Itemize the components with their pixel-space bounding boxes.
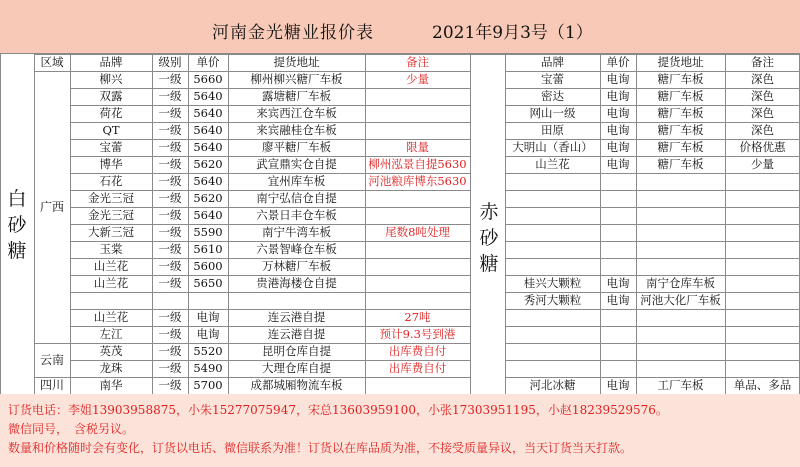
- white-brand: 金光三冠: [88, 191, 134, 205]
- white-address: 来宾融桂仓车板: [256, 123, 337, 137]
- white-level: 一级: [158, 259, 182, 273]
- white-level: 一级: [158, 89, 182, 103]
- red-address-header: 提货地址: [657, 55, 704, 69]
- brown-price: [600, 309, 636, 326]
- red-note-header: 备注: [751, 55, 774, 69]
- white-note: [365, 122, 470, 139]
- white-brand: 左江: [99, 327, 123, 341]
- brown-address: 工厂车板: [657, 378, 704, 392]
- white-level: [152, 292, 188, 309]
- brown-address: 糖厂车板: [657, 106, 704, 120]
- brown-price: 电询: [606, 106, 630, 120]
- red-brand-header: 品牌: [541, 55, 564, 69]
- brown-price: [600, 343, 636, 360]
- white-address: [228, 292, 365, 309]
- white-level: 一级: [158, 191, 182, 205]
- white-brand: 宝蕾: [99, 140, 123, 154]
- brown-address: 糖厂车板: [657, 72, 704, 86]
- brown-address: 糖厂车板: [657, 140, 704, 154]
- wechat-note: 微信同号， 含税另议。: [8, 422, 135, 436]
- white-level: 一级: [158, 72, 182, 86]
- white-sugar-char: 糖: [7, 240, 27, 262]
- white-address: 成都城厢物流车板: [250, 378, 343, 392]
- white-note: 预计9.3号到港: [379, 327, 456, 341]
- white-sugar-char: 白: [7, 188, 27, 210]
- brown-brand: 河北冰糖: [529, 378, 576, 392]
- white-note: [365, 190, 470, 207]
- brown-brand: 桂兴大颗粒: [523, 276, 582, 290]
- white-level: 一级: [158, 106, 182, 120]
- brown-note: 深色: [751, 123, 774, 137]
- white-price: 5620: [193, 191, 223, 205]
- white-brand: 石花: [99, 174, 123, 188]
- brown-address: [636, 360, 725, 377]
- brown-price: [600, 173, 636, 190]
- level-header: 级别: [158, 55, 182, 69]
- white-note: [365, 207, 470, 224]
- brown-address: [636, 258, 725, 275]
- brown-price: [600, 190, 636, 207]
- brown-address: [636, 343, 725, 360]
- white-price: 5610: [193, 242, 223, 256]
- brown-brand: 秀河大颗粒: [523, 293, 582, 307]
- white-brand: 英茂: [99, 344, 123, 358]
- sheet-title: 河南金光糖业报价表: [212, 23, 374, 43]
- white-address: 六景日丰仓车板: [256, 208, 337, 222]
- brand-header: 品牌: [99, 55, 123, 69]
- brown-price: [600, 224, 636, 241]
- brown-price: 电询: [606, 140, 630, 154]
- white-note: [365, 275, 470, 292]
- grid-line: [470, 54, 471, 395]
- white-address: 武宣鼎实仓自提: [256, 157, 337, 171]
- brown-price: 电询: [606, 276, 630, 290]
- white-level: 一级: [158, 310, 182, 324]
- brown-price: [600, 241, 636, 258]
- brown-brand: [505, 207, 600, 224]
- brown-note: [725, 258, 800, 275]
- white-note: 出库费自付: [388, 361, 447, 375]
- white-address: 大理仓库自提: [262, 361, 331, 375]
- brown-brand: [505, 343, 600, 360]
- white-address: 露塘糖厂车板: [262, 89, 331, 103]
- white-level: 一级: [158, 327, 182, 341]
- white-note: [365, 241, 470, 258]
- brown-price: 电询: [606, 157, 630, 171]
- white-brand: 博华: [99, 157, 123, 171]
- grid-line: [0, 54, 1, 395]
- white-address: 宜州库车板: [267, 174, 326, 188]
- brown-address: [636, 190, 725, 207]
- brown-brand: 大明山（香山）: [512, 140, 593, 154]
- white-address: 贵港海楼仓自提: [256, 276, 337, 290]
- white-note: [365, 258, 470, 275]
- white-price: 5650: [193, 276, 223, 290]
- brown-note: [725, 360, 800, 377]
- white-price: [188, 292, 228, 309]
- white-level: 一级: [158, 157, 182, 171]
- brown-brand: [505, 258, 600, 275]
- white-address: 六景智峰仓车板: [256, 242, 337, 256]
- white-level: 一级: [158, 208, 182, 222]
- brown-brand: [505, 190, 600, 207]
- white-brand: QT: [102, 123, 120, 137]
- brown-price: [600, 326, 636, 343]
- white-note: [365, 88, 470, 105]
- brown-address: [636, 224, 725, 241]
- white-price: 5600: [193, 259, 223, 273]
- white-level: 一级: [158, 140, 182, 154]
- white-note: [365, 377, 470, 394]
- white-level: 一级: [158, 361, 182, 375]
- brown-note: [725, 275, 800, 292]
- white-brand: 大新三冠: [88, 225, 134, 239]
- brown-note: 深色: [751, 106, 774, 120]
- price-header: 单价: [196, 55, 220, 69]
- brown-price: [600, 360, 636, 377]
- region-yunnan: 云南: [39, 353, 64, 367]
- white-level: 一级: [158, 242, 182, 256]
- note-header: 备注: [406, 55, 429, 69]
- brown-sugar-char: 砂: [479, 227, 499, 249]
- brown-address: 糖厂车板: [657, 123, 704, 137]
- brown-brand: 网山一级: [529, 106, 576, 120]
- brown-address: [636, 241, 725, 258]
- white-brand: 山兰花: [93, 259, 129, 273]
- brown-note: [725, 207, 800, 224]
- white-level: 一级: [158, 378, 182, 392]
- brown-note: [725, 343, 800, 360]
- white-price: 5660: [193, 72, 223, 86]
- price-table: [0, 54, 800, 394]
- white-address: 来宾西江仓车板: [256, 106, 337, 120]
- white-brand: 南华: [99, 378, 123, 392]
- white-note: 柳州泓景自提5630: [368, 157, 467, 171]
- white-brand: 金光三冠: [88, 208, 134, 222]
- brown-note: [725, 224, 800, 241]
- brown-note: [725, 173, 800, 190]
- brown-address: 河池大化厂车板: [640, 293, 721, 307]
- brown-price: 电询: [606, 89, 630, 103]
- region-header: 区域: [40, 55, 64, 69]
- brown-note: 少量: [751, 157, 774, 171]
- white-price: 5490: [193, 361, 223, 375]
- brown-price: 电询: [606, 378, 630, 392]
- white-price: 5590: [193, 225, 223, 239]
- brown-sugar-char: 赤: [479, 201, 499, 223]
- white-price: 5700: [193, 378, 223, 392]
- footer-notes: [0, 394, 800, 467]
- brown-brand: 田原: [541, 123, 564, 137]
- white-brand: 山兰花: [93, 310, 129, 324]
- white-sugar-char: 砂: [7, 214, 27, 236]
- white-brand: [70, 292, 152, 309]
- white-price: 5640: [193, 174, 223, 188]
- white-level: 一级: [158, 225, 182, 239]
- grid-line: [34, 54, 470, 55]
- disclaimer: 数量和价格随时会有变化，订货以电话、微信联系为准！订货以在库品质为准，不接受质量异议，当天订货当天打款。: [8, 441, 633, 455]
- white-price: 电询: [196, 310, 220, 324]
- brown-price: [600, 207, 636, 224]
- brown-note: [725, 309, 800, 326]
- brown-brand: 山兰花: [535, 157, 570, 171]
- brown-brand: [505, 224, 600, 241]
- white-brand: 荷花: [99, 106, 123, 120]
- brown-address: 糖厂车板: [657, 89, 704, 103]
- brown-address: [636, 207, 725, 224]
- white-address: 昆明仓库自提: [262, 344, 331, 358]
- brown-sugar-char: 糖: [479, 253, 499, 275]
- brown-brand: 密达: [541, 89, 564, 103]
- brown-note: [725, 241, 800, 258]
- white-note: [365, 105, 470, 122]
- white-address: 南宁牛湾车板: [262, 225, 331, 239]
- white-note: 27吨: [404, 310, 431, 324]
- white-address: 连云港自提: [267, 310, 326, 324]
- white-address: 南宁弘信仓自提: [256, 191, 337, 205]
- brown-note: [725, 292, 800, 309]
- brown-price: 电询: [606, 123, 630, 137]
- white-brand: 山兰花: [93, 276, 129, 290]
- white-price: 5640: [193, 89, 223, 103]
- brown-brand: [505, 326, 600, 343]
- brown-address: [636, 173, 725, 190]
- brown-price: 电询: [606, 72, 630, 86]
- white-level: 一级: [158, 174, 182, 188]
- brown-price: 电询: [606, 293, 630, 307]
- region-sichuan: 四川: [39, 378, 64, 392]
- white-level: 一级: [158, 344, 182, 358]
- white-brand: 双露: [99, 89, 123, 103]
- white-note: 出库费自付: [388, 344, 447, 358]
- brown-note: 深色: [751, 72, 774, 86]
- white-note: 河池粮库博东5630: [368, 174, 467, 188]
- brown-brand: [505, 360, 600, 377]
- brown-price: [600, 258, 636, 275]
- white-price: 5640: [193, 106, 223, 120]
- white-price: 5640: [193, 208, 223, 222]
- brown-note: [725, 190, 800, 207]
- brown-address: [636, 309, 725, 326]
- brown-note: 深色: [751, 89, 774, 103]
- region-guangxi: 广西: [39, 200, 64, 214]
- white-price: 5640: [193, 140, 223, 154]
- white-price: 电询: [196, 327, 220, 341]
- white-brand: 玉棠: [99, 242, 123, 256]
- white-brand: 柳兴: [99, 72, 123, 86]
- brown-address: 南宁仓库车板: [646, 276, 715, 290]
- white-level: 一级: [158, 123, 182, 137]
- white-address: 万林糖厂车板: [262, 259, 331, 273]
- brown-brand: 宝蕾: [541, 72, 564, 86]
- brown-address: 糖厂车板: [657, 157, 704, 171]
- red-price-header: 单价: [606, 55, 630, 69]
- white-note: 尾数8吨处理: [385, 225, 450, 239]
- brown-brand: [505, 241, 600, 258]
- white-price: 5520: [193, 344, 223, 358]
- brown-brand: [505, 309, 600, 326]
- brown-address: [636, 326, 725, 343]
- brown-note: 价格优惠: [739, 140, 786, 154]
- grid-line: [470, 54, 800, 55]
- white-note: [365, 292, 470, 309]
- white-note: 少量: [406, 72, 429, 86]
- title-bar: [0, 0, 800, 54]
- brown-note: [725, 326, 800, 343]
- white-address: 廖平糖厂车板: [262, 140, 331, 154]
- order-phones: 订货电话：李姐13903958875，小朱15277075947，宋总13603959100，小张17303951195，小赵18239529576。: [8, 403, 668, 417]
- address-header: 提货地址: [273, 55, 320, 69]
- white-brand: 龙珠: [99, 361, 123, 375]
- brown-note: 单品、多品: [733, 378, 792, 392]
- sheet-date: 2021年9月3号（1）: [432, 23, 593, 43]
- white-note: 限量: [406, 140, 429, 154]
- white-address: 连云港自提: [267, 327, 326, 341]
- white-level: 一级: [158, 276, 182, 290]
- white-price: 5640: [193, 123, 223, 137]
- white-address: 柳州柳兴糖厂车板: [250, 72, 343, 86]
- white-price: 5620: [193, 157, 223, 171]
- brown-brand: [505, 173, 600, 190]
